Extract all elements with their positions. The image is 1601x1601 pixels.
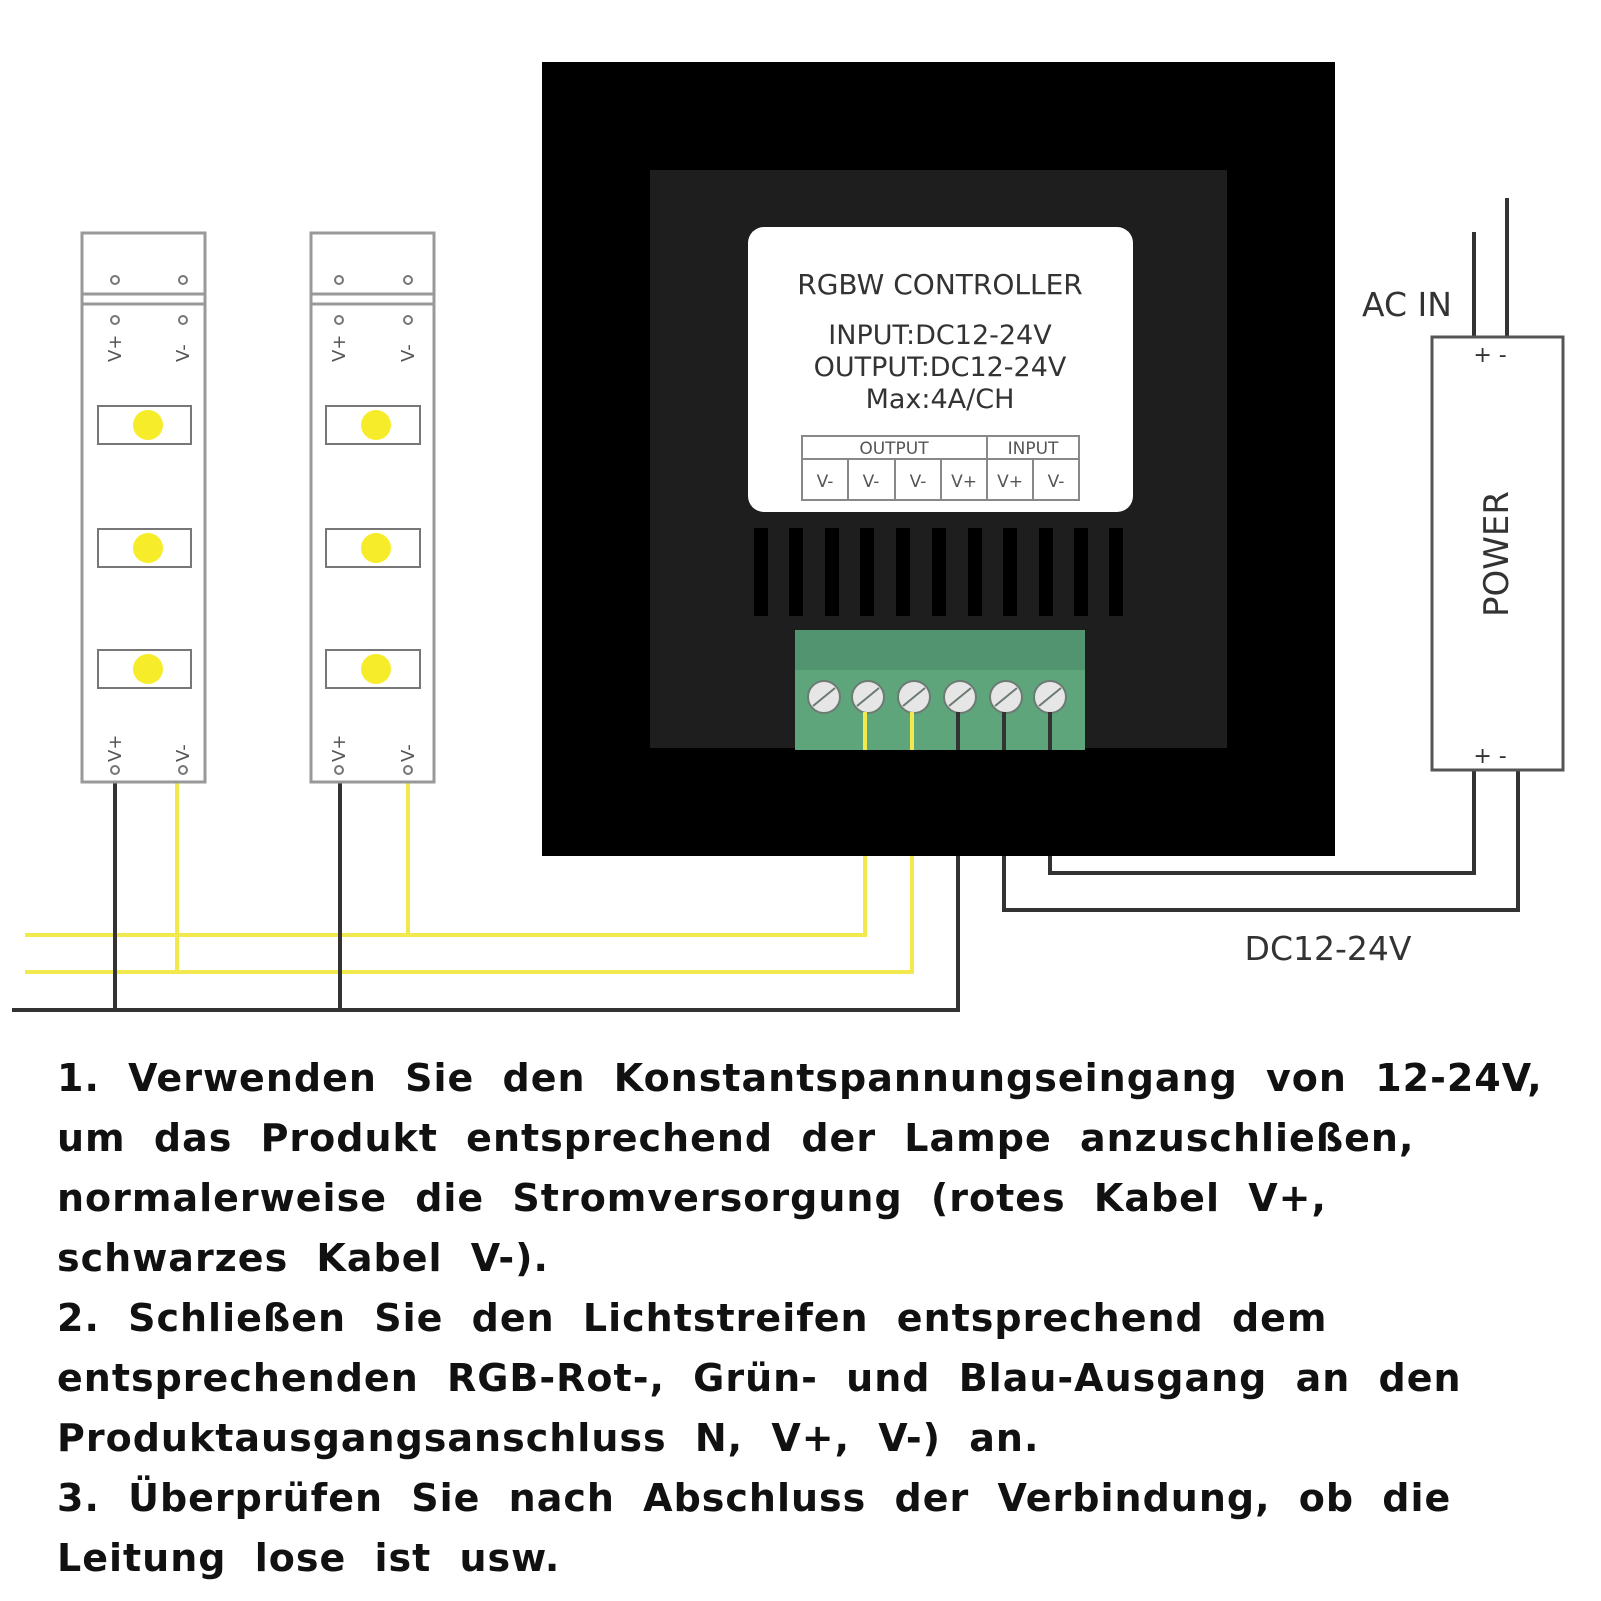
power-bottom-polarity: + - <box>1473 744 1507 769</box>
led-light <box>133 654 163 684</box>
controller-max-spec: Max:4A/CH <box>865 384 1015 415</box>
strip-pin-label: V+ <box>329 334 350 362</box>
controller-title: RGBW CONTROLLER <box>797 268 1083 301</box>
output-header: OUTPUT <box>859 439 929 459</box>
input-header: INPUT <box>1007 439 1059 459</box>
led-light <box>133 410 163 440</box>
strip-pin-label: V- <box>173 744 194 762</box>
power-supply <box>1432 337 1563 770</box>
instruction-step-3: 3. Überprüfen Sie nach Abschluss der Verbindung, ob die Leitung lose ist usw. <box>57 1476 1452 1580</box>
led-strip-2 <box>311 233 434 782</box>
strip-pin-label: V+ <box>105 734 126 762</box>
led-light <box>361 410 391 440</box>
power-top-polarity: + - <box>1473 343 1507 368</box>
terminal-label: V- <box>1047 472 1065 492</box>
led-light <box>133 533 163 563</box>
controller-input-spec: INPUT:DC12-24V <box>828 320 1052 351</box>
instruction-step-1: 1. Verwenden Sie den Konstantspannungseingang von 12-24V, um das Produkt entsprechend der Lampe anzuschließen, normalerweise die Stromversorgung (rotes Kabel V+, schwarzes Kabel V-). <box>57 1056 1543 1280</box>
terminal-label: V+ <box>951 472 977 492</box>
instruction-step-2: 2. Schließen Sie den Lichtstreifen entsprechend dem entsprechenden RGB-Rot-, Grün- und Blau-Ausgang an den Produktausgangsanschluss N, V+, V-) an. <box>57 1296 1462 1460</box>
led-light <box>361 654 391 684</box>
led-strip-1 <box>82 233 205 782</box>
strip-pin-label: V+ <box>105 334 126 362</box>
strip-pin-label: V- <box>398 744 419 762</box>
instructions <box>57 1048 1557 1588</box>
terminal-label: V- <box>816 472 834 492</box>
controller-output-spec: OUTPUT:DC12-24V <box>813 352 1067 383</box>
ac-in-label: AC IN <box>1362 285 1452 324</box>
dc-voltage-label: DC12-24V <box>1244 929 1412 968</box>
led-light <box>361 533 391 563</box>
power-label: POWER <box>1477 491 1517 617</box>
strip-pin-label: V- <box>398 344 419 362</box>
strip-pin-label: V- <box>173 344 194 362</box>
terminal-label: V+ <box>997 472 1023 492</box>
rgbw-controller <box>542 62 1335 856</box>
terminal-label: V- <box>862 472 880 492</box>
terminal-label: V- <box>909 472 927 492</box>
strip-pin-label: V+ <box>329 734 350 762</box>
